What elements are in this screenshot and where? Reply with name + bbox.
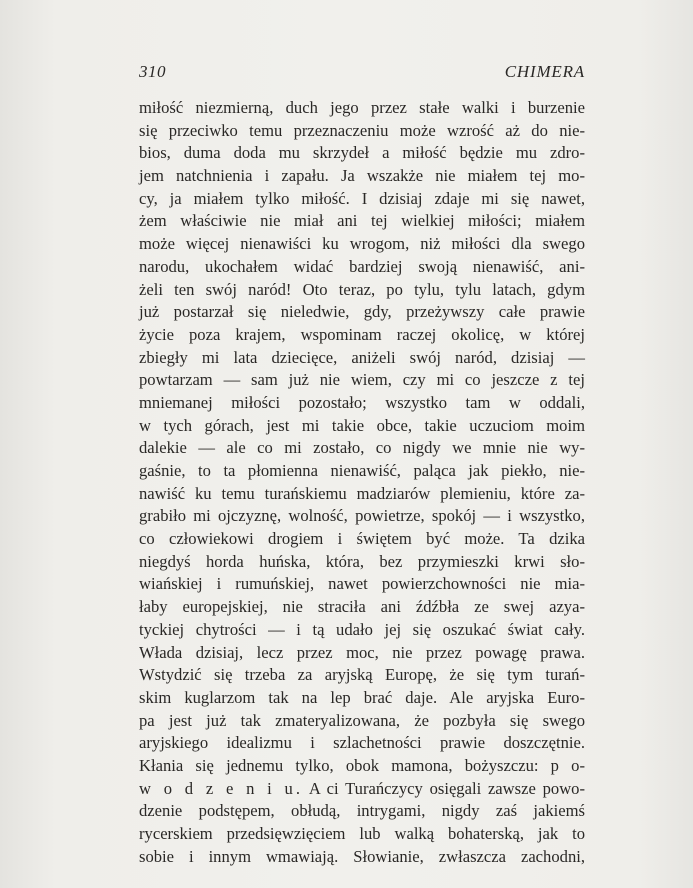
text-line: się przeciwko temu przeznaczeniu może wzrość aż do nie- — [139, 120, 585, 140]
text-line: cy, ja miałem tylko miłość. I dzisiaj zdaje mi się nawet, — [139, 188, 585, 208]
text-line: życie poza krajem, wspominam raczej okolicę, w której — [139, 324, 585, 344]
text-line: jem natchnienia i zapału. Ja wszakże nie miałem tej mo- — [139, 166, 585, 186]
text-line: co człowiekowi drogiem i świętem być może. Ta dzika — [139, 529, 585, 549]
text-line: Włada dzisiaj, lecz przez moc, nie przez powagę prawa. — [139, 642, 585, 662]
text-line: zbiegły mi lata dziecięce, aniżeli swój naród, dzisiaj — — [139, 347, 585, 367]
text-line-spaced — [139, 778, 585, 801]
text-line: Wstydzić się trzeba za aryjską Europę, że się tym turań- — [139, 665, 585, 685]
text-line: może więcej nienawiści ku wrogom, niż miłości dla swego — [139, 234, 585, 254]
text-line: bios, duma doda mu skrzydeł a miłość będzie mu zdro- — [139, 143, 585, 163]
text-line-rest: A ci Turańczycy osięgali zawsze powo- — [302, 778, 586, 798]
text-line: dalekie — ale co mi zostało, co nigdy we mnie nie wy- — [139, 438, 585, 458]
text-line: gaśnie, to ta płomienna nienawiść, paląca jak piekło, nie- — [139, 461, 585, 480]
spaced-emphasis: w o d z e n i u. — [139, 778, 303, 798]
text-line: powtarzam — sam już nie wiem, czy mi co jeszcze z tej — [139, 370, 585, 390]
text-line: rycerskiem przedsięwzięciem lub walką bohaterską, jak to — [139, 824, 585, 843]
text-line: niegdyś horda huńska, która, bez przymieszki krwi sło- — [139, 551, 585, 571]
text-line: wiańskiej i rumuńskiej, nawet powierzchowności nie mia- — [139, 574, 585, 594]
text-line: aryjskiego idealizmu i szlachetności prawie doszczętnie. — [139, 733, 585, 753]
text-line: tyckiej chytrości — i tą udało jej się oszukać świat cały. — [139, 619, 585, 639]
text-line: żem właściwie nie miał ani tej wielkiej miłości; miałem — [139, 211, 585, 231]
body-text — [139, 97, 585, 868]
text-line: skim kuglarzom tak na lep brać daje. Ale aryjska Euro- — [139, 687, 585, 707]
running-head — [139, 62, 585, 84]
text-line: żeli ten swój naród! Oto teraz, po tylu, tylu latach, gdym — [139, 279, 585, 299]
text-line: nawiść ku temu turańskiemu madziarów plemieniu, które za- — [139, 483, 585, 503]
text-line: mniemanej miłości pozostało; wszystko tam w oddali, — [139, 392, 585, 412]
text-line: sobie i innym wmawiają. Słowianie, zwłaszcza zachodni, — [139, 846, 585, 866]
text-line: w tych górach, jest mi takie obce, takie uczuciom moim — [139, 415, 585, 435]
page-number: 310 — [139, 62, 166, 81]
running-title: CHIMERA — [504, 62, 585, 81]
text-line: pa jest już tak zmateryalizowana, że pozbyła się swego — [139, 710, 585, 730]
text-line: Kłania się jednemu tylko, obok mamona, bożyszczu: p o- — [139, 755, 585, 775]
text-line: miłość niezmierną, duch jego przez stałe walki i burzenie — [139, 98, 585, 117]
text-line: grabiło mi ojczyznę, wolność, powietrze, spokój — i wszystko, — [139, 506, 585, 526]
text-line: narodu, ukochałem widać bardziej swoją nienawiść, ani- — [139, 256, 585, 276]
text-line: łaby europejskiej, nie straciła ani źdźbła ze swej azya- — [139, 597, 585, 617]
text-line: dzenie podstępem, obłudą, intrygami, nigdy zaś jakiemś — [139, 801, 585, 821]
text-line: już postarzał się nieledwie, gdy, przeżywszy całe prawie — [139, 302, 585, 322]
